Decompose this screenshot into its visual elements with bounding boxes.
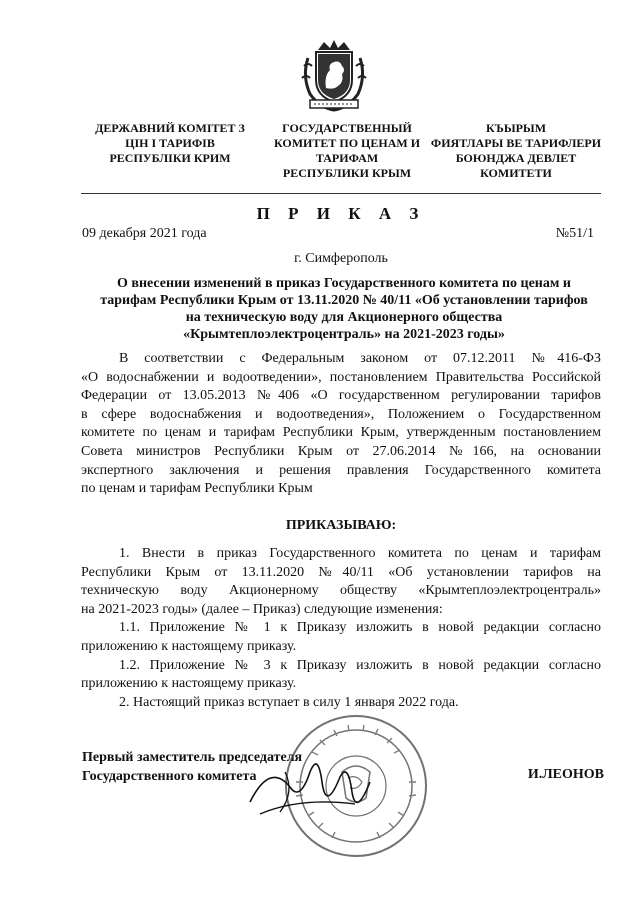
document-number: №51/1 bbox=[555, 226, 594, 241]
document-heading bbox=[84, 275, 604, 343]
item-line: 1.1. Приложение № 1 к Приказу изложить в новой редакции согласно bbox=[119, 620, 601, 636]
document-title: П Р И К А З bbox=[256, 204, 426, 223]
document-date: 09 декабря 2021 года bbox=[82, 226, 207, 241]
document-city: г. Симферополь bbox=[294, 251, 388, 266]
org-ru-line: РЕСПУБЛИКИ КРЫМ bbox=[282, 166, 412, 180]
org-crh-line: БОЮНДЖА ДЕВЛЕТ bbox=[455, 151, 577, 165]
item-line: 1.2. Приложение № 3 к Приказу изложить в новой редакции согласно bbox=[119, 657, 601, 673]
org-name-russian bbox=[262, 121, 432, 181]
heading-line: О внесении изменений в приказ Государственного комитета по ценам и bbox=[117, 276, 571, 291]
preamble-line: по ценам и тарифам Республики Крым bbox=[81, 481, 313, 497]
order-heading: ПРИКАЗЫВАЮ: bbox=[285, 518, 397, 533]
org-ua-line: ДЕРЖАВНИЙ КОМІТЕТ З bbox=[95, 121, 245, 135]
org-crh-line: ФИЯТЛАРЫ ВЕ ТАРИФЛЕРИ bbox=[430, 136, 602, 150]
heading-line: тарифам Республики Крым от 13.11.2020 № 40/11 «Об установлении тарифов bbox=[100, 293, 588, 308]
item-line: приложению к настоящему приказу. bbox=[81, 638, 297, 654]
preamble-line: Федерации от 13.05.2013 №406 «О государственном регулировании тарифов bbox=[81, 388, 601, 404]
org-ua-line: РЕСПУБЛІКИ КРИМ bbox=[109, 151, 231, 165]
org-name-crimean-tatar bbox=[428, 121, 604, 181]
item-line: 1. Внести в приказ Государственного комитета по ценам и тарифам bbox=[119, 546, 601, 561]
heading-line: «Крымтеплоэлектроцентраль» на 2021-2023 годы» bbox=[183, 327, 505, 342]
org-crh-line: КЪЫРЫМ bbox=[485, 121, 547, 135]
item-line: Республики Крым от 13.11.2020 №40/11 «Об установлении тарифов на bbox=[81, 564, 601, 580]
preamble-line: «О водоснабжении и водоотведении», постановлением Правительства Российской bbox=[81, 369, 601, 385]
order-items bbox=[81, 545, 601, 712]
crimea-coat-of-arms-icon bbox=[294, 36, 374, 116]
org-ru-line: КОМИТЕТ ПО ЦЕНАМ И bbox=[273, 136, 421, 150]
preamble-line: экспертного заключения и решения правления Государственного комитета bbox=[81, 462, 601, 478]
preamble-paragraph bbox=[81, 350, 601, 499]
preamble-line: Совета министров Республики Крым от 27.06.2014 №166, на основании bbox=[81, 443, 601, 459]
position-line: Первый заместитель председателя bbox=[82, 750, 303, 765]
handwritten-signature-icon bbox=[230, 742, 380, 832]
preamble-line: комитете по ценам и тарифам Республики Крым, утвержденным постановлением bbox=[81, 425, 601, 441]
position-line: Государственного комитета bbox=[82, 769, 257, 784]
heading-line: на техническую воду для Акционерного общества bbox=[185, 310, 503, 325]
item-line: 2. Настоящий приказ вступает в силу 1 января 2022 года. bbox=[119, 694, 459, 710]
preamble-line: В соответствии с Федеральным законом от 07.12.2011 №416-ФЗ bbox=[119, 351, 601, 366]
org-crh-line: КОМИТЕТИ bbox=[480, 166, 552, 180]
preamble-line: в сфере водоснабжения и водоотведения», Положением о Государственном bbox=[81, 406, 601, 422]
item-line: на 2021-2023 годы» (далее – Приказ) следующие изменения: bbox=[81, 601, 443, 617]
item-line: техническую воду Акционерному обществу «Крымтеплоэлектроцентраль» bbox=[81, 583, 601, 599]
item-line: приложению к настоящему приказу. bbox=[81, 676, 297, 692]
signatory-name: И.ЛЕОНОВ bbox=[527, 767, 604, 782]
org-ua-line: ЦІН І ТАРИФІВ bbox=[125, 136, 215, 150]
header-divider bbox=[81, 193, 601, 194]
org-ru-line: ТАРИФАМ bbox=[315, 151, 379, 165]
org-ru-line: ГОСУДАРСТВЕННЫЙ bbox=[282, 121, 412, 135]
org-name-ukrainian bbox=[82, 121, 258, 166]
